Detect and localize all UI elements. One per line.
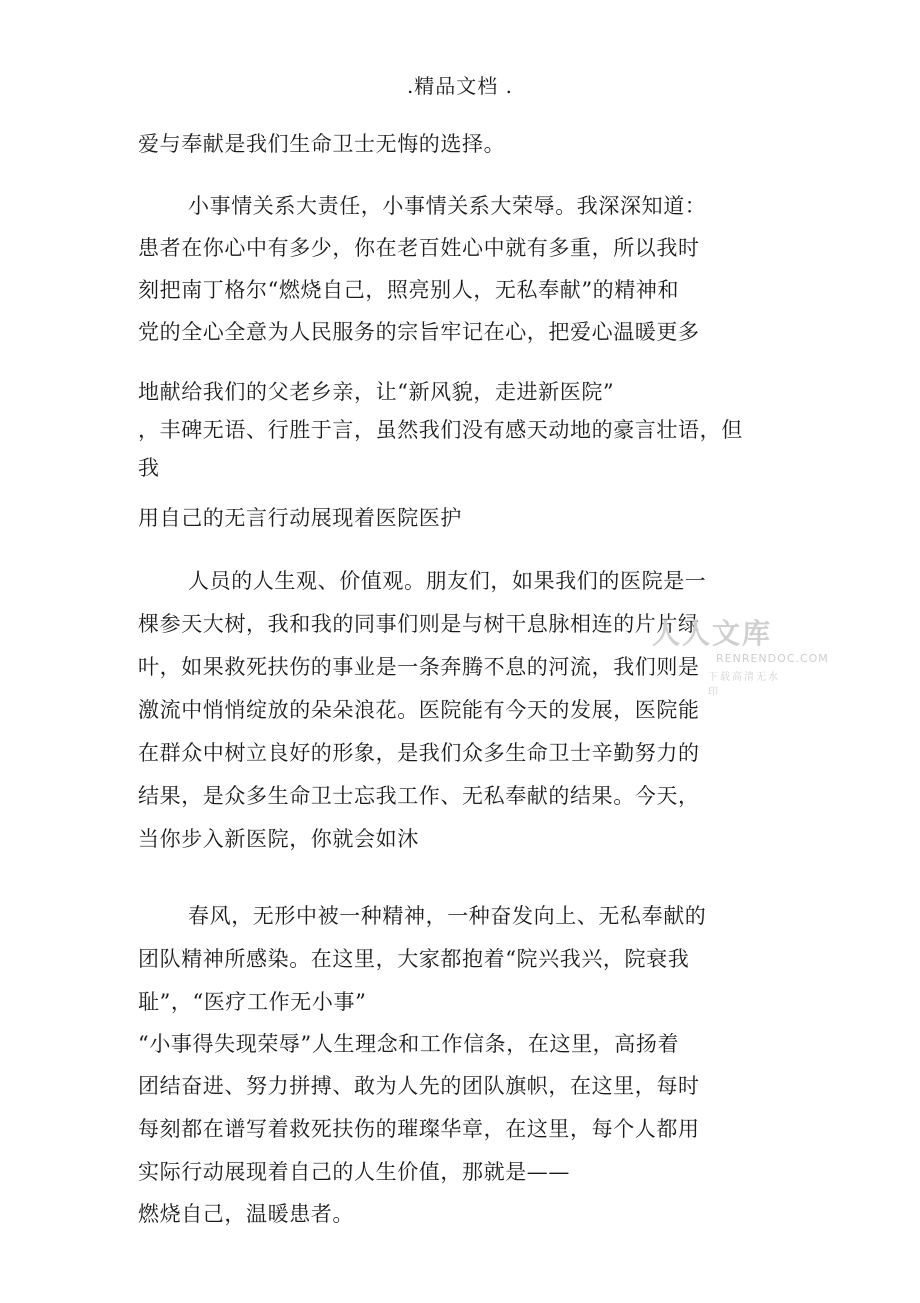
text-line: 党的全心全意为人民服务的宗旨牢记在心，把爱心温暖更多 bbox=[138, 320, 700, 344]
watermark-logo bbox=[648, 612, 829, 698]
text-line: 团队精神所感染。在这里，大家都抱着“院兴我兴，院衰我 bbox=[138, 947, 690, 971]
text-line: 团结奋进、努力拼搏、敢为人先的团队旗帜，在这里，每时 bbox=[138, 1074, 700, 1098]
text-line: 当你步入新医院，你就会如沐 bbox=[138, 827, 419, 851]
text-line: 棵参天大树，我和我的同事们则是与树干息脉相连的片片绿 bbox=[138, 612, 700, 636]
text-line: 在群众中树立良好的形象，是我们众多生命卫士辛勤努力的 bbox=[138, 741, 700, 765]
text-line: 刻把南丁格尔“燃烧自己，照亮别人，无私奉献”的精神和 bbox=[138, 278, 680, 302]
text-line: 小事情关系大责任，小事情关系大荣辱。我深深知道： bbox=[188, 194, 707, 218]
document-header: .精品文档 . bbox=[406, 74, 514, 98]
text-line: 结果，是众多生命卫士忘我工作、无私奉献的结果。今天， bbox=[138, 784, 700, 808]
text-line: “小事得失现荣辱”人生理念和工作信条，在这里，高扬着 bbox=[138, 1032, 680, 1056]
text-line: 每刻都在谱写着救死扶伤的璀璨华章，在这里，每个人都用 bbox=[138, 1117, 700, 1141]
watermark-domain: RENRENDOC.COM bbox=[716, 652, 829, 665]
text-line: 春风，无形中被一种精神，一种奋发向上、无私奉献的 bbox=[188, 904, 707, 928]
watermark-title: 人人文库 bbox=[652, 617, 773, 650]
text-line: 用自己的无言行动展现着医院医护 bbox=[138, 506, 462, 530]
text-line: 人员的人生观、价值观。朋友们，如果我们的医院是一 bbox=[188, 569, 707, 593]
text-line: 耻”，“医疗工作无小事” bbox=[138, 990, 367, 1014]
text-line: 患者在你心中有多少，你在老百姓心中就有多重，所以我时 bbox=[138, 236, 700, 260]
text-line: 激流中悄悄绽放的朵朵浪花。医院能有今天的发展，医院能 bbox=[138, 698, 700, 722]
text-line: 地献给我们的父老乡亲，让“新风貌，走进新医院” bbox=[138, 380, 615, 404]
text-line: 叶，如果救死扶伤的事业是一条奔腾不息的河流，我们则是 bbox=[138, 655, 700, 679]
text-line: 实际行动展现着自己的人生价值，那就是—— bbox=[138, 1160, 570, 1184]
watermark-slogan: 下载高清无水印 bbox=[708, 672, 780, 698]
text-line: 爱与奉献是我们生命卫士无悔的选择。 bbox=[138, 132, 506, 156]
text-line: 燃烧自己，温暖患者。 bbox=[138, 1202, 354, 1226]
text-line: ，丰碑无语、行胜于言，虽然我们没有感天动地的豪言壮语，但 bbox=[138, 418, 743, 442]
text-line: 我 bbox=[138, 456, 160, 480]
